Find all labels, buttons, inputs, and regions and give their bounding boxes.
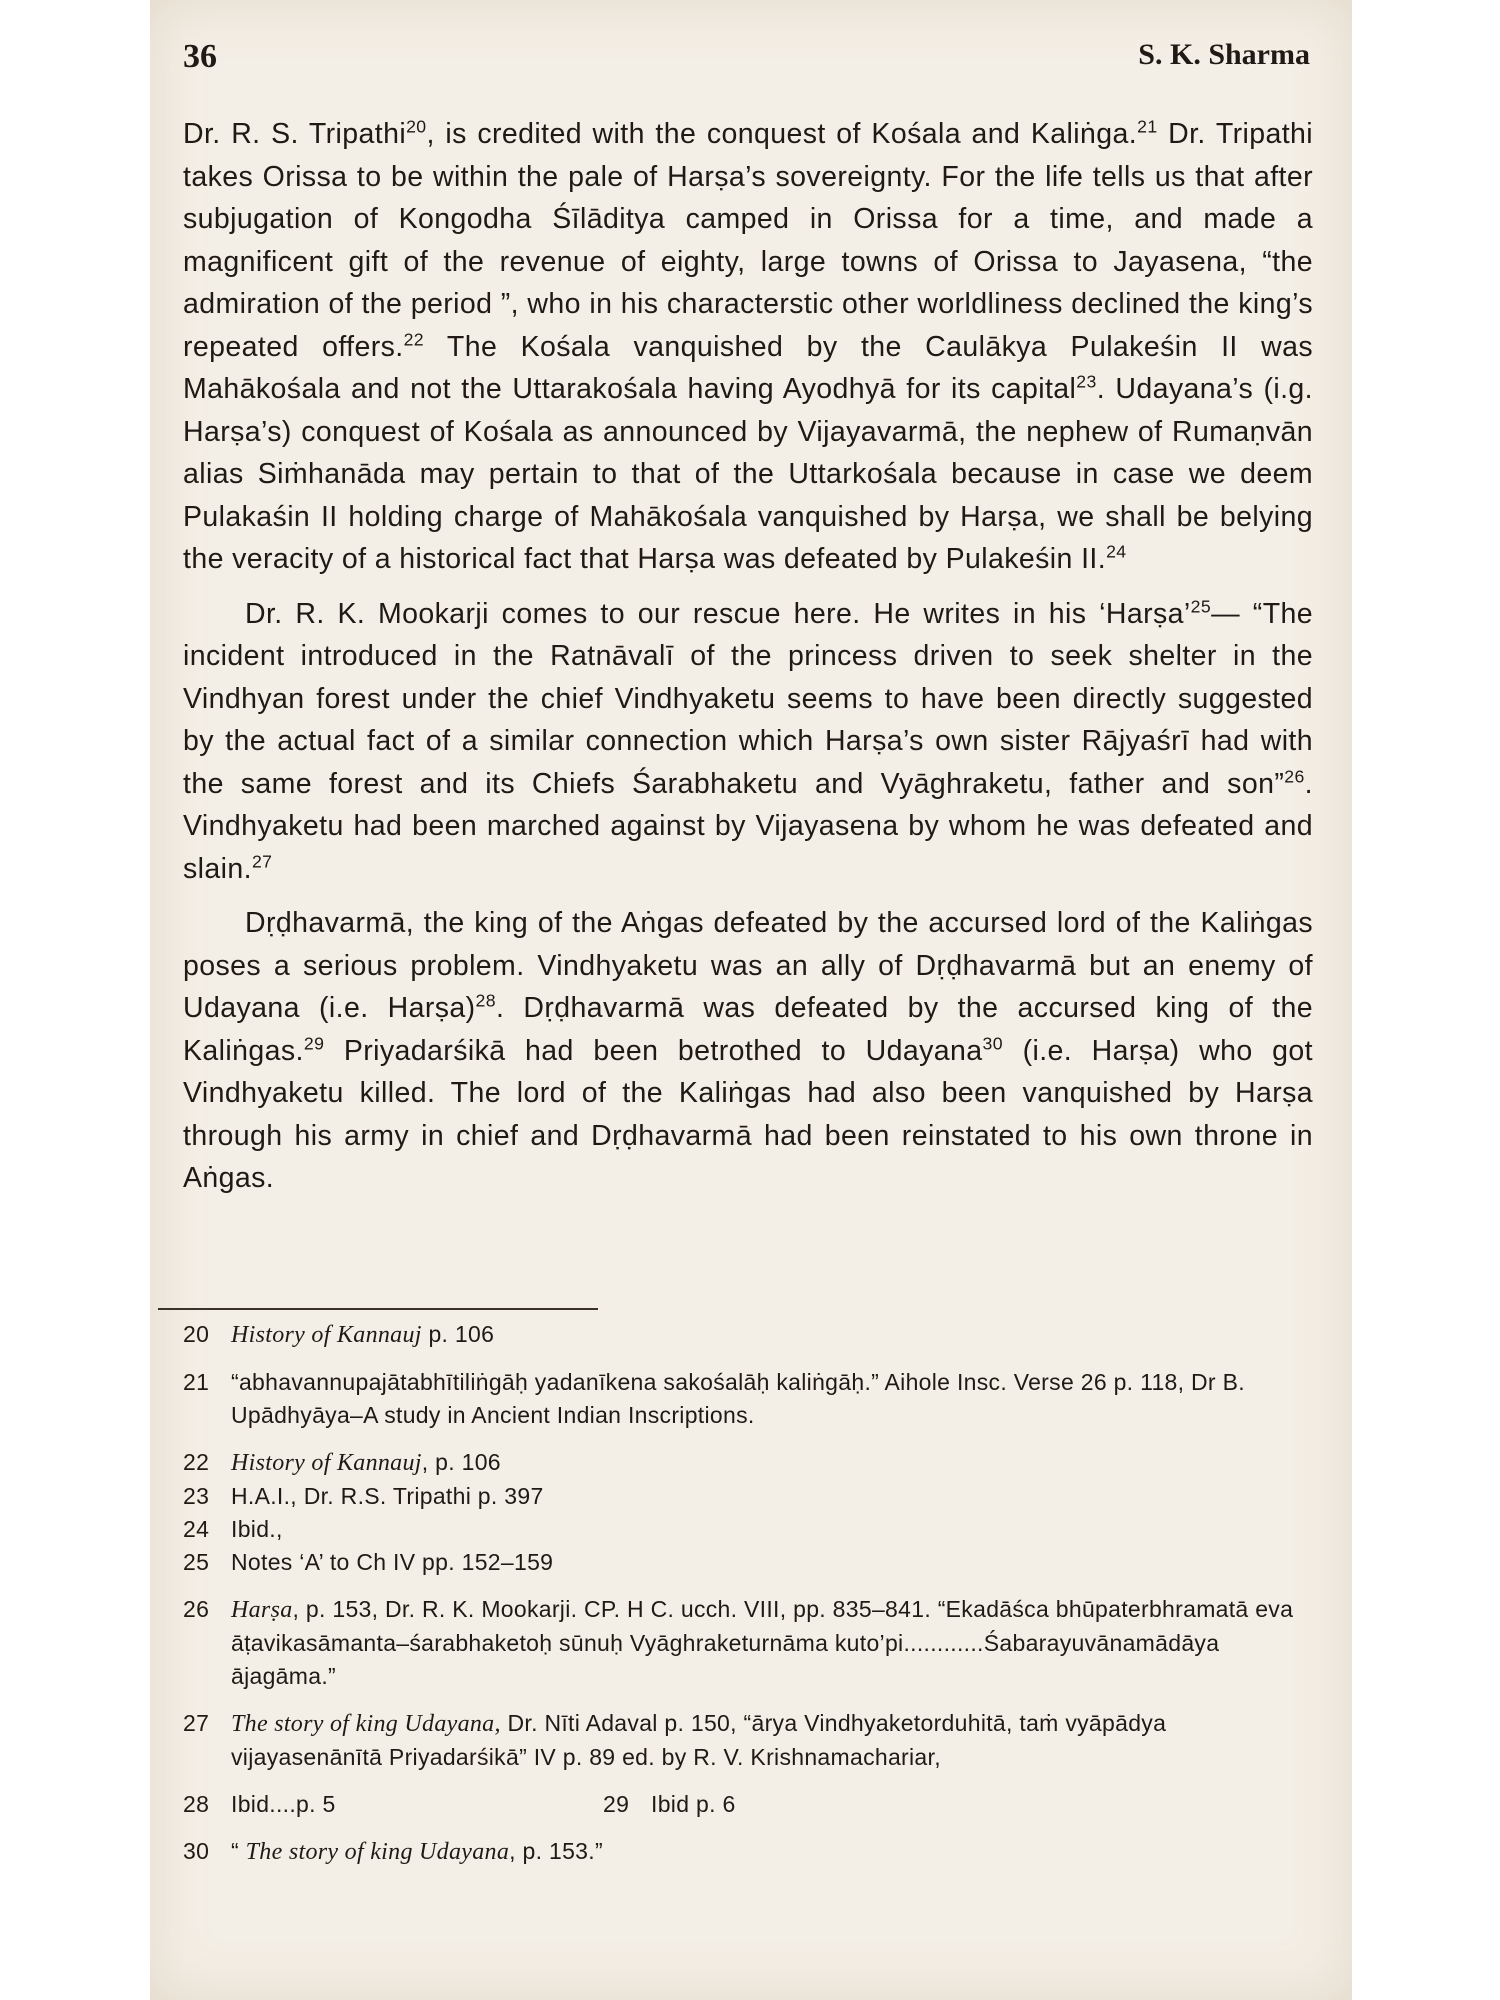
footnote-ref: 21	[1137, 116, 1158, 137]
text-span: . Vindhyaketu had been marched against by Vijayasena by whom he was defeated and slain.	[183, 767, 1313, 885]
paragraph-3	[183, 902, 1313, 1200]
footnote-text	[231, 1593, 1313, 1693]
paragraph-2	[183, 593, 1313, 891]
text-span: . Udayana’s (i.g. Harṣa’s) conquest of Kośala as announced by Vijayavarmā, the nephew of Rumaṇvān alias Siṁhanāda may pertain to that of the Uttarkośala because in case we deem Pulakaśin II holding charge of Mahākośala vanquished by Harṣa, we shall be belying the veracity of a historical fact that Harṣa was defeated by Pulakeśin II.	[183, 373, 1313, 575]
text-span: Dr. R. K. Mookarji comes to our rescue here. He writes in his ‘Harṣa’	[245, 597, 1191, 630]
footnote-text: Ibid....p. 5	[231, 1791, 336, 1817]
footnote-ref: 27	[251, 851, 273, 871]
text-span: Dr. Tripathi takes Orissa to be within the pale of Harṣa’s sovereignty. For the life tells us that after subjugation of Kongodha Śīlāditya camped in Orissa for a time, and made a magnificent gift of the revenue of eighty, large towns of Orissa to Jayasena, “the admiration of the period ”, who in his characterstic other worldliness declined the king’s repeated offers.	[183, 118, 1313, 363]
text-span: The Kośala vanquished by the Caulākya Pulakeśin II was Mahākośala and not the Uttarakośala having Ayodhyā for its capital	[183, 330, 1313, 405]
footnote-text: Ibid.,	[231, 1516, 283, 1542]
book-title: Harṣa	[231, 1597, 293, 1623]
book-title: History of Kannauj	[231, 1322, 422, 1348]
text-span: , p. 153.”	[509, 1838, 603, 1864]
footnote-text: H.A.I., Dr. R.S. Tripathi p. 397	[231, 1483, 544, 1509]
footnote-number: 30	[183, 1838, 210, 1864]
footnote-22	[183, 1446, 1313, 1480]
footnote-ref: 30	[982, 1033, 1003, 1053]
page-number: 36	[183, 38, 217, 75]
book-title: The story of king Udayana	[245, 1839, 510, 1865]
footnote-divider	[158, 1308, 598, 1310]
footnote-text: “abhavannupajātabhītiliṅgāḥ yadanīkena sakośalāḥ kaliṅgāḥ.” Aihole Insc. Verse 26 p. 118, Dr B. Upādhyāya–A study in Ancient Indian Inscriptions.	[231, 1369, 1245, 1428]
footnote-23	[183, 1480, 1313, 1513]
footnote-28-29	[183, 1788, 1313, 1821]
page-header	[183, 38, 1310, 82]
footnote-text	[231, 1446, 1313, 1480]
running-head-author: S. K. Sharma	[1138, 38, 1310, 71]
footnote-number: 21	[183, 1369, 210, 1395]
footnote-text	[231, 1707, 1313, 1774]
footnote-21	[183, 1366, 1313, 1432]
footnote-24	[183, 1513, 1313, 1546]
footnote-number: 20	[183, 1321, 210, 1347]
footnote-29	[603, 1788, 1023, 1821]
footnote-ref: 23	[1076, 371, 1097, 392]
text-span: “	[231, 1838, 246, 1864]
text-span: — “The incident introduced in the Ratnāvalī of the princess driven to seek shelter in the Vindhyan forest under the chief Vindhyaketu seems to have been directly suggested by the actual fact of a similar connection which Harṣa’s own sister Rājyaśrī had with the same forest and its Chiefs Śarabhaketu and Vyāghraketu, father and son”	[183, 597, 1314, 800]
footnote-20	[183, 1318, 1313, 1352]
footnote-text	[231, 1835, 1313, 1869]
footnote-number: 25	[183, 1549, 210, 1575]
footnote-ref: 26	[1284, 766, 1305, 786]
footnote-28	[183, 1788, 603, 1821]
paragraph-1	[183, 113, 1313, 581]
text-span: Priyadarśikā had been betrothed to Udayana	[324, 1034, 983, 1067]
footnote-number: 28	[183, 1791, 210, 1817]
text-span: (i.e. Harṣa) who got Vindhyaketu killed. The lord of the Kaliṅgas had also been vanquished by Harṣa through his army in chief and Dṛḍhavarmā had been reinstated to his own throne in Aṅgas.	[183, 1034, 1313, 1194]
footnote-ref: 25	[1190, 596, 1212, 616]
text-span: p. 106	[421, 1321, 495, 1347]
footnote-number: 27	[183, 1710, 210, 1736]
footnote-number: 22	[183, 1449, 210, 1475]
footnote-ref: 24	[1106, 541, 1127, 562]
footnote-text: Ibid p. 6	[651, 1791, 736, 1817]
text-span: Dr. Nīti Adaval p. 150, “ārya Vindhyaketorduhitā, taṁ vyāpādya vijayasenānītā Priyadarśikā” IV p. 89 ed. by R. V. Krishnamachariar,	[231, 1710, 1167, 1770]
text-span: . Dṛḍhavarmā was defeated by the accursed king of the Kaliṅgas.	[183, 992, 1313, 1067]
footnote-number: 26	[183, 1596, 210, 1622]
footnote-ref: 29	[303, 1033, 325, 1053]
book-title: History of Kannauj	[231, 1450, 422, 1476]
text-span: Dṛḍhavarmā, the king of the Aṅgas defeated by the accursed lord of the Kaliṅgas poses a serious problem. Vindhyaketu was an ally of Dṛḍhavarmā but an enemy of Udayana (i.e. Harṣa)	[183, 907, 1313, 1024]
footnote-ref: 20	[406, 116, 427, 137]
footnote-25	[183, 1546, 1313, 1579]
book-title: The story of king Udayana,	[231, 1711, 501, 1737]
footnotes	[183, 1318, 1313, 1869]
footnote-number: 24	[183, 1516, 210, 1542]
text-span: , p. 106	[421, 1449, 501, 1475]
footnote-text: Notes ‘A’ to Ch IV pp. 152–159	[231, 1549, 554, 1575]
footnote-number: 23	[183, 1483, 210, 1509]
text-span: , p. 153, Dr. R. K. Mookarji. CP. H C. ucch. VIII, pp. 835–841. “Ekadāśca bhūpaterbhramatā eva āṭavikasāmanta–śarabhaketoḥ sūnuḥ Vyāghraketurnāma kuto’pi............Śabarayuvānamādāya ājagāma.”	[231, 1596, 1294, 1689]
footnote-27	[183, 1707, 1313, 1774]
text-span: Dr. R. S. Tripathi	[183, 118, 407, 150]
footnote-number: 29	[603, 1791, 630, 1817]
footnote-ref: 22	[403, 329, 425, 349]
footnote-26	[183, 1593, 1313, 1693]
book-page	[150, 0, 1352, 2000]
footnote-text	[231, 1318, 1313, 1352]
footnote-30	[183, 1835, 1313, 1869]
footnote-ref: 28	[475, 990, 496, 1011]
text-span: , is credited with the conquest of Kośala and Kaliṅga.	[426, 118, 1138, 150]
main-text	[183, 113, 1313, 1200]
